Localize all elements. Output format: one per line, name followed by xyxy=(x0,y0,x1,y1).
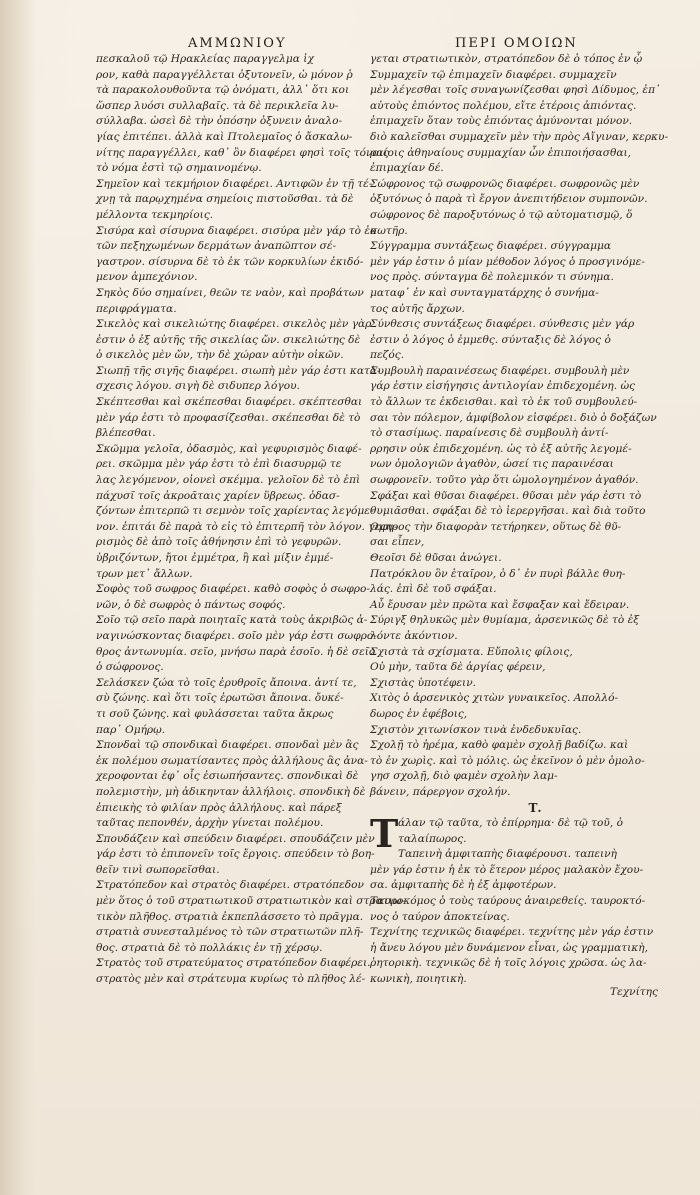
right-line: νων ὁμολογιῶν ἀγαθὸν, ὡσεί τις παραινέσαι xyxy=(370,458,614,471)
right-line: πεζός. xyxy=(370,349,405,362)
right-line: ρρησιν οὐκ ἐπιδεχομένη. ὡς τὸ ἐξ αὐτῆς λεγομέ- xyxy=(370,442,632,455)
right-line: τὸ ἐν χωρὶς. καὶ τὸ μόλις. ὡς ἐκεῖνον ὁ μὲν ὁμολο- xyxy=(370,754,645,767)
left-line: γάρ ἐστι τὸ ἐπιπονεῖν τοῖς ἔργοις. σπεύδειν τὸ βοη- xyxy=(96,848,375,861)
right-line: γησ σχολῇ, διὸ φαμὲν σχολὴν λαμ- xyxy=(370,770,558,783)
left-line: ἐστιν ὁ ἐξ αὐτῆς τῆς σικελίας ὤν. σικελιώτης δὲ xyxy=(96,333,361,346)
left-line: μενον ἀμπεχόνιον. xyxy=(96,271,198,284)
left-line: θρος ἀντωνυμία. σεῖο, μνήσω παρὰ ἐσοῖο. ἡ δὲ σεῖο xyxy=(96,645,376,658)
right-column xyxy=(370,52,669,988)
left-line: ναγινώσκοντας διαφέρει. σοῖο μὲν γάρ ἐστι σωφρο- xyxy=(96,629,377,642)
left-line: μέλλοντα τεκμηρίοις. xyxy=(96,208,214,221)
left-line: ρον, καθὰ παραγγέλλεται ὀξυτονεῖν, ὡ μόνον ῥ xyxy=(96,68,353,81)
right-line: Συμβουλὴ παραινέσεως διαφέρει. συμβουλὴ μὲν xyxy=(370,364,630,377)
right-line: Σχιστὸν χιτωνίσκον τινὰ ἐνδεδυκυῖας. xyxy=(370,723,582,736)
left-line: Σιωπῇ τῆς σιγῆς διαφέρει. σιωπὴ μὲν γάρ ἐστι κατὰ- xyxy=(96,364,381,377)
right-line: Θεοῖσι δὲ θῦσαι ἀνώγει. xyxy=(370,552,502,564)
right-line: ὀξυτόνως ὁ παρὰ τὶ ἔργον ἀνεπιτήδειον συμπονῶν. xyxy=(370,193,648,206)
left-line: πάχυσῖ τοῖς ἀκροᾶταις χαρίεν ὕβρεως. ὀδασ- xyxy=(96,489,340,502)
left-line: τῶν πεξηχωμένων δερμάτων ἀναπῶπτον σέ- xyxy=(96,240,337,253)
left-line: Σπονδαὶ τῷ σπονδικαὶ διαφέρει. σπονδαὶ μὲν ἃς xyxy=(96,739,359,752)
left-line: σὺ ζώνης. καὶ ὅτι τοῖς ἐρωτῶσι ἄποινα. ὄυκέ- xyxy=(96,692,344,705)
left-line: ἐκ πολέμου σωματίσαντες πρὸς ἀλλήλους ἂς ἀνα- xyxy=(96,754,368,767)
drop-cap: Τ xyxy=(370,811,399,857)
left-line: ἐπιεικὴς τὸ φιλίαν πρὸς ἀλλήλους. καὶ πάρεξ xyxy=(96,801,342,814)
right-line: τὸ στασίμως. παραίνεσις δὲ συμβουλὴ ἀντί- xyxy=(370,427,609,440)
right-line: νος πρὸς. σύνταγμα δὲ πολεμικόν τι σύνημα. xyxy=(370,271,614,284)
right-line: Ομηρος τὴν διαφορὰν τετήρηκεν, οὕτως δὲ θῦ- xyxy=(370,520,622,533)
section-line: ἡ ἄνευ λόγου μὲν δυνάμενον εἶναι, ὡς γραμματικὴ, xyxy=(370,941,648,954)
right-line: Χιτὸς ὁ ἀρσενικὸς χιτὼν γυναικεῖος. Απολλό- xyxy=(370,692,619,705)
left-line: νον. ἐπιτάι δὲ παρὰ τὸ εἰς τὸ ἐπιτερπῆ τὸν λόγον. γεφυ- xyxy=(96,520,398,533)
right-line: Σύνθεσις συντάξεως διαφέρει. σύνθεσις μὲν γάρ xyxy=(370,318,635,331)
right-line: Σχολῇ τὸ ἠρέμα, καθὸ φαμὲν σχολῇ βαδίζω. καὶ xyxy=(370,739,629,752)
right-line: τος αὐτῆς ἄρχων. xyxy=(370,302,465,315)
left-line: γίας ἐπιτέπει. ἀλλὰ καὶ Πτολεμαῖος ὁ ἄσκαλω- xyxy=(96,130,353,143)
left-line: θεῖν τινὶ σωπορεῖσθαι. xyxy=(96,863,220,876)
right-line: αὐτοὺς ἐπιόντος πολέμου, εἴτε ἑτέροις ἀπιόντας. xyxy=(370,99,637,112)
left-line: νῶν, ὁ δὲ σωφρὸς ὁ πάντως σοφός. xyxy=(96,598,286,611)
left-line: ρισμὸς δὲ ἀπὸ τοῖς ἀθήνησιν ἐπὶ τὸ γεφυρῶν. xyxy=(96,536,342,549)
right-line: Οὐ μὴν, ταῦτα δὲ ἀργίας φέρειν, xyxy=(370,661,546,674)
right-line: Συμμαχεῖν τῷ ἐπιμαχεῖν διαφέρει. συμμαχεῖν xyxy=(370,68,617,81)
left-line: ὥσπερ λυόσι συλλαβαῖς. τὰ δὲ περικλεῖα λυ- xyxy=(96,99,339,112)
section-line: κωνικὴ, ποιητικὴ. xyxy=(370,973,467,986)
right-line: βάνειν, πάρεργον σχολήν. xyxy=(370,785,511,798)
left-line: περιφράγματα. xyxy=(96,302,177,315)
left-line: Σκέπτεσθαι καὶ σκέπεσθαι διαφέρει. σκέπτεσθαι xyxy=(96,396,363,409)
section-line: Ταπεινὴ ἀμφιταπὴς διαφέρουσι. ταπεινὴ xyxy=(398,848,617,861)
left-line: στρατὸς μὲν καὶ στράτευμα κυρίως τὸ πλῆθος λέ- xyxy=(96,973,366,986)
right-line: σαι εἶπεν, xyxy=(370,536,425,549)
right-line: Πατρόκλου ὃν ἑταῖρον, ὁ δ᾽ ἐν πυρὶ βάλλε θυη- xyxy=(370,567,626,580)
section-line: ῥητορικὴ. τεχνικῶς δὲ ἡ τοῖς λόγοις χρῶσα. ὡς λα- xyxy=(370,957,647,970)
right-line: Σχιστὰς ὑποτέφειν. xyxy=(370,676,476,689)
left-line: Σοῖο τῷ σεῖο παρὰ ποιηταῖς κατὰ τοὺς ἀκριβῶς ἀ- xyxy=(96,614,368,627)
left-line: τὰ παρακολουθοῦντα τῷ ὀνόματι, ἀλλ᾽ ὅτι κοι xyxy=(96,84,350,97)
running-head-left: ΑΜΜΩΝΙΟΥ xyxy=(188,36,287,51)
right-line: σωτῆρ. xyxy=(370,224,408,237)
right-line: Σχιστὰ τὰ σχίσματα. Εὔπολις φίλοις, xyxy=(370,645,573,658)
left-line: μὲν γάρ ἐστι τὸ προφασίζεσθαι. σκέπεσθαι δὲ τὸ xyxy=(96,411,361,424)
right-line: ἐπιμαχεῖν ὅταν τοὺς ἐπιόντας ἀμύνονται μόνον. xyxy=(370,115,633,128)
left-line: ρει. σκῶμμα μὲν γάρ ἐστι τὸ ἐπὶ διασυρμῷ τε xyxy=(96,458,342,471)
left-line: λας λεγόμενον, οἱονεὶ σκέμμα. γελοῖον δὲ τὸ ἐπὶ xyxy=(96,474,361,487)
left-line: σχεσις λόγου. σιγὴ δὲ σιδυπερ λόγου. xyxy=(96,380,300,393)
right-line: ματαφ᾽ ἐν καὶ συνταγματάρχης ὁ συνήμα- xyxy=(370,286,599,299)
left-line: Σικελὸς καὶ σικελιώτης διαφέρει. σικελὸς μὲν γὰρ xyxy=(96,318,372,331)
right-line: τὸ ἄλλων τε ἐκδεισθαι. καὶ τὸ ἐκ τοῦ συμβουλεύ- xyxy=(370,396,638,409)
left-line: Σισύρα καὶ σίσυρνα διαφέρει. σισύρα μὲν γάρ τὸ ἐκ xyxy=(96,224,378,237)
left-line: πεσκαλοῦ τῷ Ηρακλείας παραγγελμα ἰχ xyxy=(96,53,314,65)
right-line: σωφρονεῖν. τοῦτο γὰρ ὅτι ὡμολογημένον ἀγαθόν. xyxy=(370,474,639,487)
right-line: γεται στρατιωτικὸν, στρατόπεδον δὲ ὁ τόπος ἐν ᾧ xyxy=(370,53,643,65)
right-line: διὸ καλεῖσθαι συμμαχεῖν μὲν τὴν πρὸς Αἴγιναν, κερκυ- xyxy=(370,130,669,143)
section-line: σα. ἀμφιταπὴς δὲ ἡ ἐξ ἀμφοτέρων. xyxy=(370,879,557,892)
left-line: Σκῶμμα γελοῖα, ὀδασμὸς, καὶ γεφυρισμὸς διαφέ- xyxy=(96,442,362,455)
section-heading: Τ. xyxy=(528,800,542,815)
left-line: ὁ σώφρονος. xyxy=(96,661,164,674)
left-line: γαστρον. σίσυρνα δὲ τὸ ἐκ τῶν κορκυλίων ἐκιδό- xyxy=(96,255,364,268)
left-line: τικὸν πλῆθος. στρατιὰ ἐκπεπλάσσετο τὸ πρᾶγμα. xyxy=(96,910,364,923)
left-line: ὁ σικελὸς μὲν ὤν, τὴν δὲ χώραν αὐτὴν οἰκῶν. xyxy=(96,349,344,362)
right-line: ραίοις ἀθηναίους συμμαχίαν ὦν ἐπιποιήσασθαι, xyxy=(370,146,632,159)
left-line: ὑβριζόντων, ἤτοι ἐμμέτρα, ἢ καὶ μίξιν ἐμμέ- xyxy=(96,552,334,564)
left-line: χεροφονται ἐφ᾽ οἷς ἐσιωπήσαντες. σπονδικαὶ δὲ xyxy=(96,770,359,783)
right-line: Σύγγραμμα συντάξεως διαφέρει. σύγγραμμα xyxy=(370,240,612,253)
left-line: τρων μετ᾽ ἄλλων. xyxy=(96,567,193,580)
left-line: θος. στρατιὰ δὲ τὸ πολλάκις ἐν τῇ χέρσῳ. xyxy=(96,941,323,954)
left-line: ζόντων ἐπιτερπῶ τι σεμνὸν τοῖς χαρίεντας λεγόμε- xyxy=(96,505,374,518)
right-line: σώφρονος δὲ παροξυτόνως ὁ τῷ αὐτοματισμῷ, ὅ xyxy=(370,208,633,221)
section-line: ταλαίπωρος. xyxy=(398,832,467,845)
section-line: άλαν τῷ ταῦτα, τὸ ἐπίρρημα· δὲ τῷ τοῦ, ὁ xyxy=(398,817,623,830)
right-line: Σώφρονος τῷ σωφρονῶς διαφέρει. σωφρονῶς μὲν xyxy=(370,177,640,190)
section-line: νος ὁ ταύρον ἀποκτείνας. xyxy=(370,910,510,923)
running-head-right: ΠΕΡΙ ΟΜΟΙΩΝ xyxy=(455,36,578,51)
left-line: τι σοῦ ζώνης. καὶ φυλάσσεται ταῦτα ἄκρως xyxy=(96,707,334,720)
right-line: ἐστιν ὁ λόγος ὁ ἐμμεθς. σύνταξις δὲ λόγος ὁ xyxy=(370,333,611,346)
left-line: ταῦτας πεπονθέν, ἀρχὴν γίνεται πολέμου. xyxy=(96,817,324,830)
left-line: νίτης παραγγέλλει, καθ᾽ ὃν διαφέρει φησὶ τοῖς τόνοις xyxy=(96,146,389,159)
left-line: πολεμιστὴν, μὴ ἀδικηνταν ἀλλήλοις. σπονδικὴ δὲ xyxy=(96,785,366,798)
binding-gutter xyxy=(0,0,36,1195)
right-line: Σφάξαι καὶ θῦσαι διαφέρει. θῦσαι μὲν γάρ ἐστι τὸ xyxy=(370,489,642,502)
section-block xyxy=(370,811,660,988)
left-line: σύλλαβα. ὡσεὶ δὲ τὴν ὁπόσην ὀξυνειν ἀναλο- xyxy=(96,115,343,128)
left-line: στρατιὰ συνεσταλμένος τὸ τῶν στρατιωτῶν πλῆ- xyxy=(96,926,364,939)
left-line: παρ᾽ Ομήρῳ. xyxy=(96,723,166,736)
left-line: Σοφὸς τοῦ σωφρος διαφέρει. καθὸ σοφὸς ὁ σωφρο- xyxy=(96,583,370,596)
section-line: μὲν γάρ ἐστιν ἡ ἐκ τὸ ἕτερον μέρος μαλακὸν ἔχου- xyxy=(370,863,644,876)
right-line: Αὖ ἔρυσαν μὲν πρῶτα καὶ ἔσφαξαν καὶ ἔδειραν. xyxy=(370,598,630,611)
left-line: Σημεῖον καὶ τεκμήριον διαφέρει. Αντιφῶν ἐν τῇ τέ- xyxy=(96,177,373,190)
right-line: δωρος ἐν ἐφέβοις, xyxy=(370,707,468,720)
section-line: Τεχνίτης τεχνικῶς διαφέρει. τεχνίτης μὲν γάρ ἐστιν xyxy=(370,926,654,939)
catchword: Τεχνίτης xyxy=(610,986,658,998)
right-line: λάς. ἐπὶ δὲ τοῦ σφάξαι. xyxy=(370,583,497,596)
left-line: Στρατόπεδον καὶ στρατὸς διαφέρει. στρατόπεδον xyxy=(96,879,364,892)
left-line: Σελάσκεν ζώα τὸ τοῖς ἐρυθροῖς ἄποινα. ἀντί τε, xyxy=(96,676,357,689)
right-line: σαι τὸν πόλεμον, ἀμφίβολον εἰσφέρει. διὸ ὁ δοξάζων xyxy=(370,411,657,424)
right-line: ἐπιμαχίαν δέ. xyxy=(370,162,444,175)
left-line: Στρατὸς τοῦ στρατεύματος στρατόπεδον διαφέρει. xyxy=(96,957,371,970)
right-line: μὲν γάρ ἐστιν ὁ μίαν μέθοδον λόγος ὁ προσγινόμε- xyxy=(370,255,645,268)
right-line: Σύριγξ θηλυκῶς μὲν θυμίαμα, ἀρσενικῶς δὲ τὸ ἐξ xyxy=(370,614,640,627)
right-line: θυμιᾶσθαι. σφάξαι δὲ τὸ ἱερεργῆσαι. καὶ διὰ τοῦτο xyxy=(370,505,646,518)
right-line: λόντε ἀκόντιον. xyxy=(370,629,458,642)
left-line: Σπουδάζειν καὶ σπεύδειν διαφέρει. σπουδάζειν μὲν xyxy=(96,832,375,845)
left-line: Σηκὸς δύο σημαίνει, θεῶν τε ναὸν, καὶ προβάτων xyxy=(96,286,364,299)
right-line: μὲν λέγεσθαι τοῖς συναγωνίζεσθαι φησὶ Δίδυμος, ἐπ᾽ xyxy=(370,84,661,97)
right-line: γάρ ἐστιν εἰσήγησις ἀντιλογίαν ἐπιδεχομένη. ὡς xyxy=(370,380,636,393)
left-line: βλέπεσθαι. xyxy=(96,427,156,440)
left-line: τὸ νόμα ἐστὶ τῷ σημαινομένῳ. xyxy=(96,162,262,175)
left-line: μὲν ὅτος ὁ τοῦ στρατιωτικοῦ στρατιωτικὸν καὶ στρατιω- xyxy=(96,895,405,908)
left-line: χνῃ τὰ παρῳχημένα σημείοις πιστοῦσθαι. τὰ δὲ xyxy=(96,193,354,206)
section-line: Ταυροκόμος ὁ τοὺς ταύρους ἀναιρεθείς. ταυροκτό- xyxy=(370,895,646,908)
